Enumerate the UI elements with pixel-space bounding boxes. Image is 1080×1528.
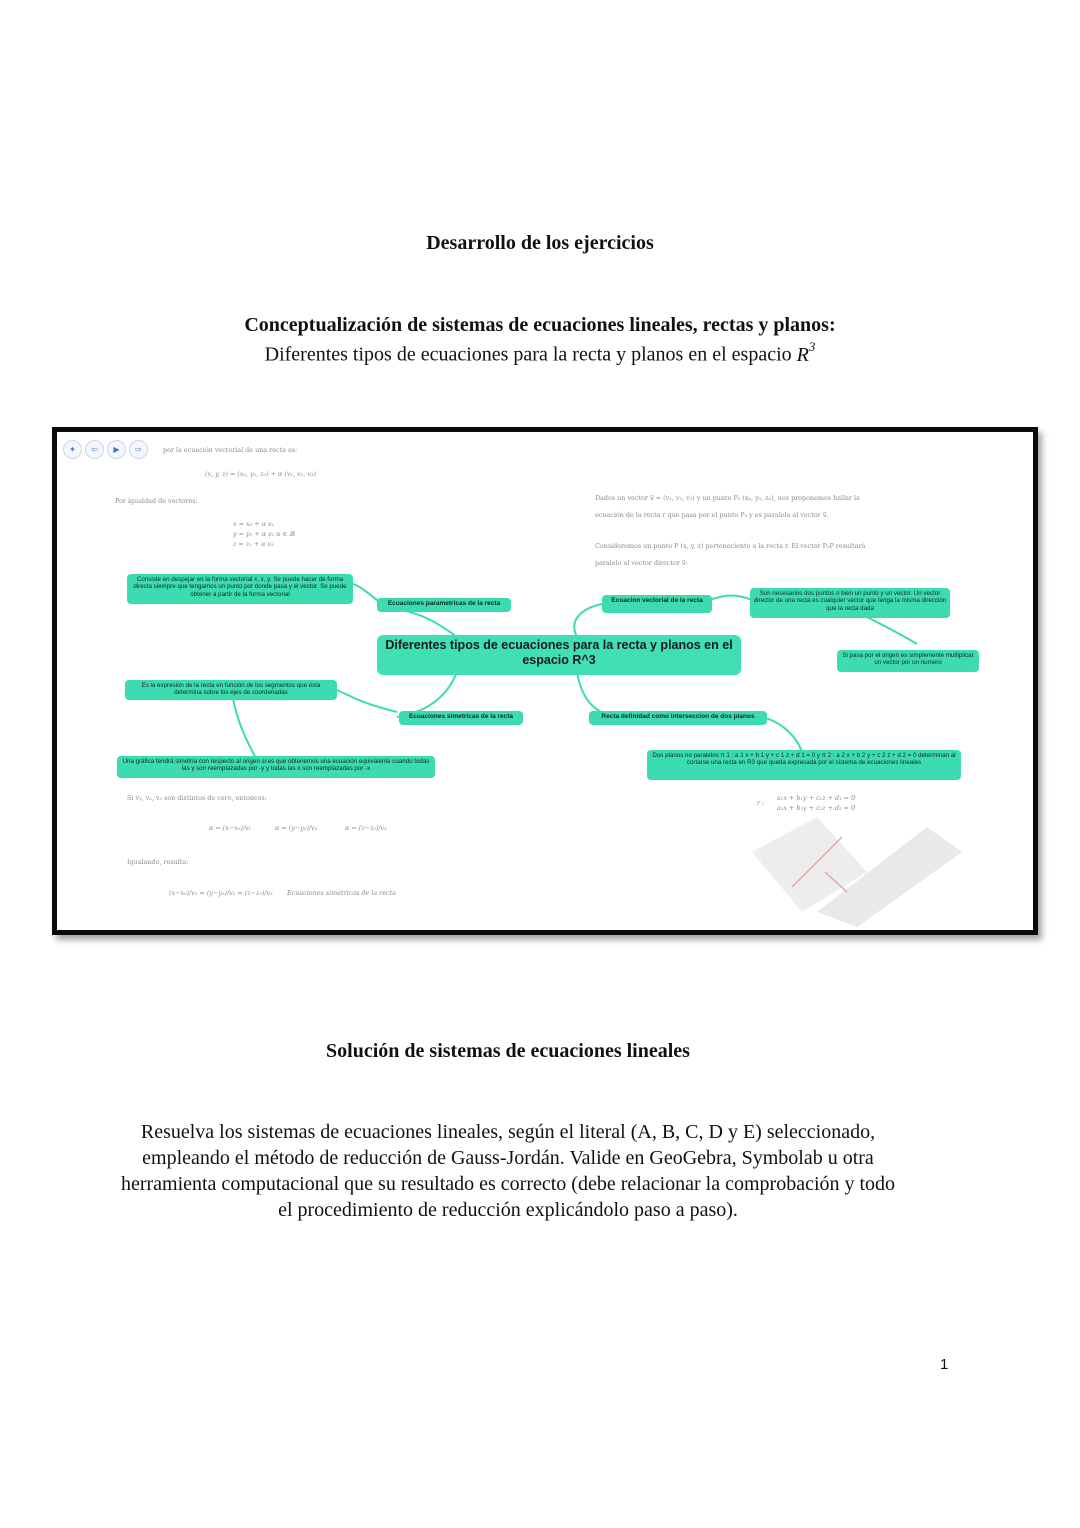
section-title-solucion: Solución de sistemas de ecuaciones lineales (326, 1040, 690, 1062)
note-parametricas: Consiste en despejar en la forma vectorial x, x, y. Se puede hacer de forma directa siempre que tengamos un punto por donde pasa y el vector. Se puede obtener a partir de la forma vectorial (127, 574, 353, 604)
node-parametricas: Ecuaciones parametricas de la recta (377, 598, 511, 612)
mindmap-image (52, 427, 1038, 935)
connector-interseccion-planos (762, 717, 802, 752)
planes-illustration (752, 817, 962, 927)
section-body-solucion: Resuelva los sistemas de ecuaciones lineales, según el literal (A, B, C, D y E) seleccionado, empleando el método de reducción de Gauss-Jordán. Valide en GeoGebra, Symbolab u otra herramienta computacional que su resultado es correcto (debe relacionar la comprobación y todo el procedimiento de reducción explicándolo paso a paso). (120, 1121, 896, 1221)
connector-center-vectorial (574, 604, 602, 637)
node-vectorial: Ecuacion vectorial de la recta (602, 595, 712, 613)
sym-eq: (x−x₀)/v₁ = (y−y₀)/v₂ = (z−z₀)/v₃ (169, 889, 273, 897)
dados-line-1: Dados un vector v⃗ = (v₁, v₂, v₃) y un punto P₀ (x₀, y₀, z₀), nos proponemos hallar la (595, 494, 860, 502)
plane-eq-2: a₂x + b₂y + c₂z + d₂ = 0 (777, 804, 856, 812)
connector-simetricas-segmentos (337, 690, 397, 712)
section-subtitle (0, 341, 1080, 367)
note-vectorial: Son necesarios dos puntos o bien un punto y un vector. Un vector director de una recta es cualquier vector que tenga la misma dirección que la recta dada (750, 588, 950, 618)
note-segmentos: Es la expresión de la recta en función de los segmentos que ésta determina sobre los ejes de coordenadas (125, 680, 337, 700)
section-title-conceptualizacion: Conceptualización de sistemas de ecuaciones lineales, rectas y planos: (244, 314, 836, 336)
param-eq-1: x = x₀ + α v₁ (233, 520, 275, 528)
play-icon: ▶ (107, 440, 126, 459)
connector-segmentos-simetria (232, 694, 257, 760)
note-origen: Si pasa por el origen es simplemente multiplicar un vector por un numero (837, 650, 979, 672)
alpha-eq-2: α = (y−y₀)/v₂ (275, 824, 318, 832)
note-planos: Dos planos no paralelos π 1 : a 1 x + b 1 y + c 1 z + d 1 = 0 y π 2 : a 2 x + b 2 y + c 2 z + d 2 = 0 determinan al cortarse una recta en R3 que queda expresada por el sistema de ecuaciones lineales (647, 750, 961, 780)
param-eq-3: z = z₀ + α v₃ (233, 540, 274, 548)
planes-r-label: r : (757, 799, 765, 807)
node-interseccion: Recta definidad como interseccion de dos planos (589, 711, 767, 725)
si-v-text: Si v₁, v₂, v₃ son distintos de cero, entonces: (127, 794, 267, 802)
vec-eq-intro: por la ecuación vectorial de una recta es: (163, 446, 298, 454)
subtitle-math: $R^3$ (796, 339, 816, 366)
param-eq-2: y = y₀ + α v₂ α ∈ ℝ (233, 530, 295, 538)
plane-eq-1: a₁x + b₁y + c₁z + d₁ = 0 (777, 794, 856, 802)
sym-eq-label: Ecuaciones simétricas de la recta (287, 889, 396, 897)
consid-line-2: paralelo al vector director v⃗: (595, 559, 688, 567)
consid-line-1: Consideremos un punto P (x, y, z) perteneciente a la recta r. El vector P₀P resultará (595, 542, 866, 550)
connector-vectorial-note (709, 596, 752, 601)
forward-arrow-icon: ⇨ (129, 440, 148, 459)
vec-eq: (x, y, z) = (x₀, y₀, z₀) + α (v₁, v₂, v₃) (205, 470, 317, 478)
page-heading: Desarrollo de los ejercicios (426, 232, 654, 254)
node-simetricas: Ecuaciones simetricas de la recta (399, 711, 523, 725)
igualando-text: Igualando, resulta: (127, 858, 189, 866)
note-simetria: Una gráfica tendrá simetría con respecto al origen si es que obtenemos una ecuación equivalente cuando todas las y son reemplazadas por -y y todas las x son reemplazadas por -x (117, 756, 435, 778)
alpha-eq-1: α = (x−x₀)/v₁ (209, 824, 252, 832)
subtitle-text: Diferentes tipos de ecuaciones para la recta y planos en el espacio (264, 343, 792, 366)
alpha-eq-3: α = (z−z₀)/v₃ (345, 824, 387, 832)
page-number: 1 (940, 1356, 949, 1373)
embedded-toolbar (63, 440, 148, 459)
igualdad-text: Por igualdad de vectores: (115, 497, 198, 505)
back-arrow-icon: ⇦ (85, 440, 104, 459)
geogebra-icon: ✦ (63, 440, 82, 459)
mindmap-center-node: Diferentes tipos de ecuaciones para la recta y planos en el espacio R^3 (377, 635, 741, 675)
dados-line-2: ecuación de la recta r que pasa por el punto P₀ y es paralela al vector v⃗. (595, 511, 829, 519)
